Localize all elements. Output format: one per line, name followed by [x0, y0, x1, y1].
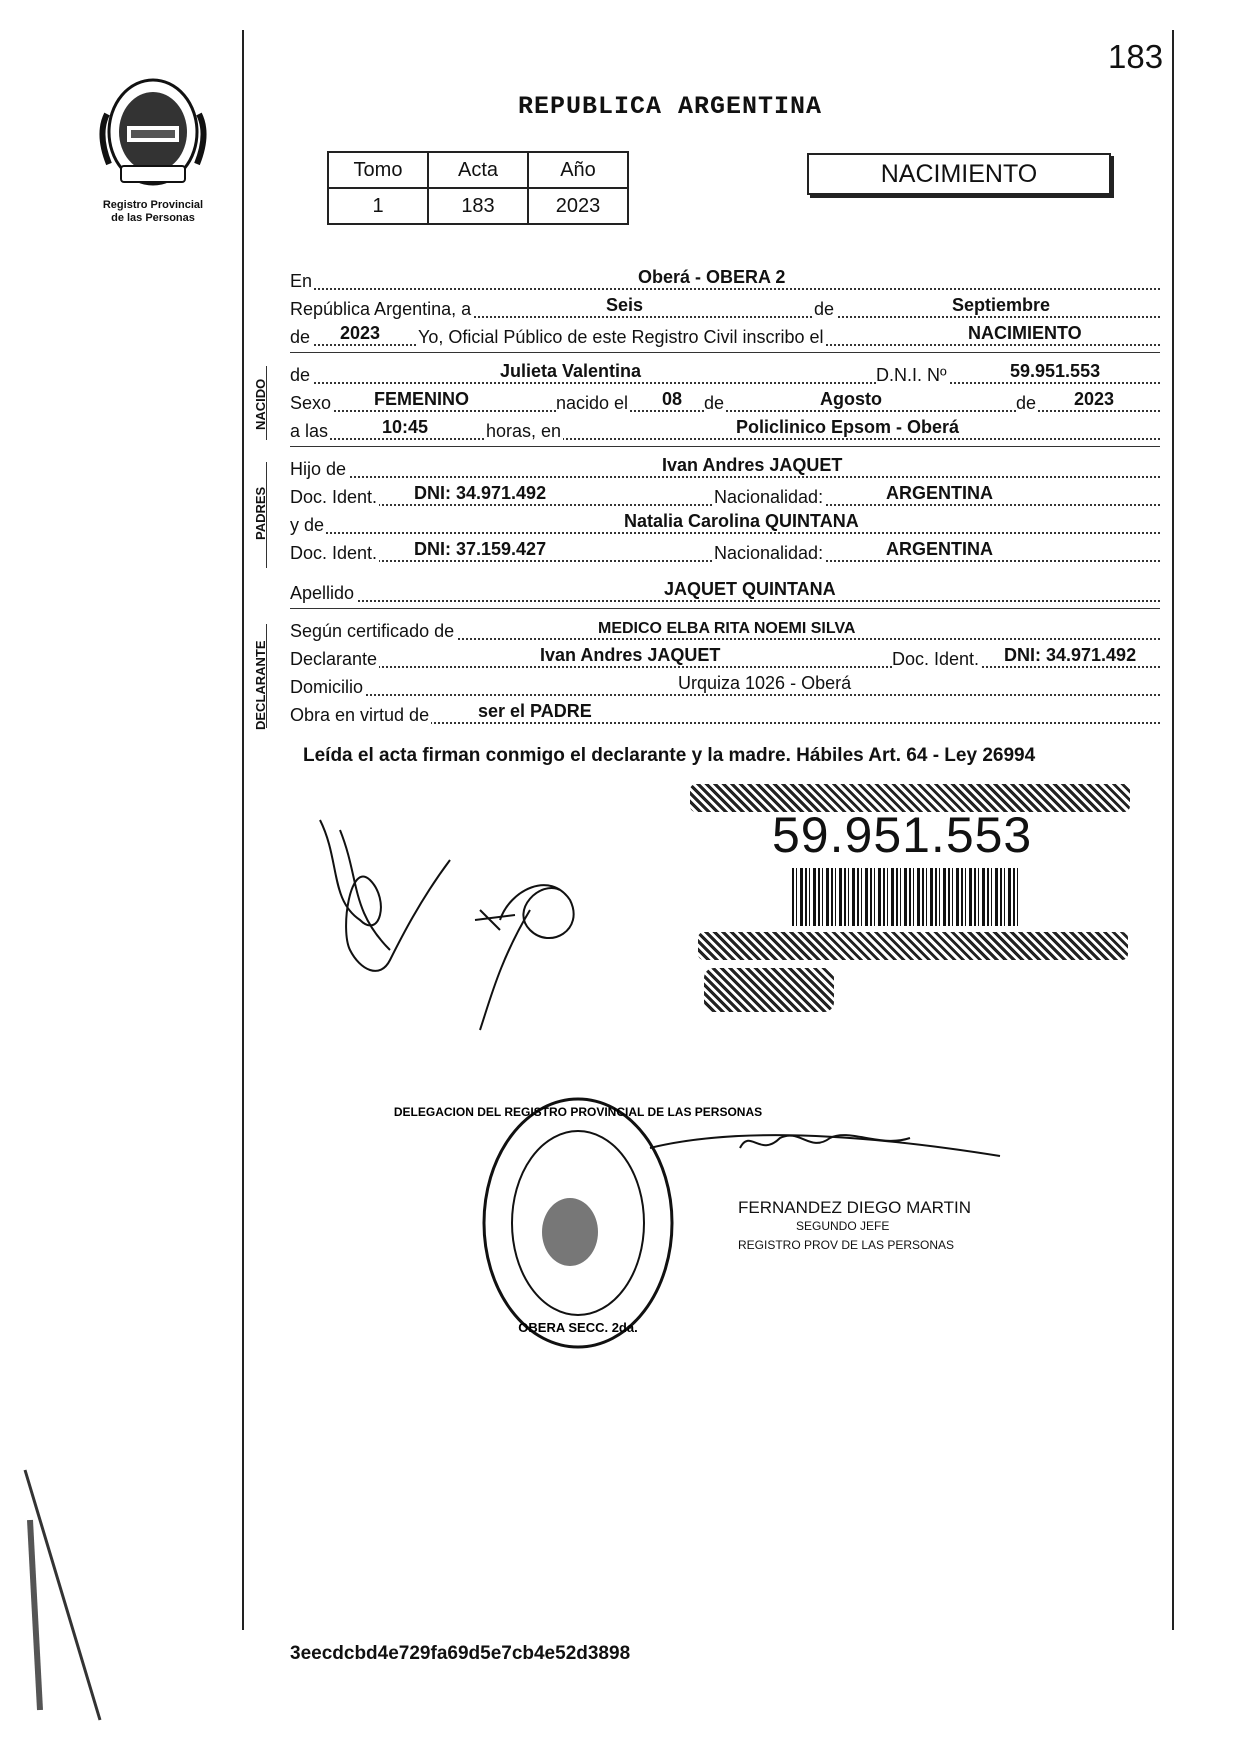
row-nombre	[290, 362, 1160, 388]
signatory-office: REGISTRO PROV DE LAS PERSONAS	[738, 1238, 955, 1252]
table-value-anio: 2023	[528, 188, 628, 224]
label-doc-ident: Doc. Ident.	[290, 487, 378, 507]
security-pattern-hologram	[704, 968, 834, 1012]
signature-official	[650, 1108, 1010, 1188]
row-madre	[290, 512, 1160, 538]
seal-bottom-text: OBERA SECC. 2da.	[518, 1320, 638, 1335]
label-nacionalidad2: Nacionalidad:	[714, 543, 824, 563]
label-horas-en: horas, en	[486, 421, 562, 441]
value-nac-dia: 08	[662, 389, 683, 409]
row-certificado	[290, 618, 1160, 644]
record-table	[327, 151, 629, 225]
right-margin-line	[1172, 30, 1174, 1630]
label-de-fecha2: de	[1016, 393, 1037, 413]
value-madre: Natalia Carolina QUINTANA	[624, 511, 859, 531]
table-header-tomo: Tomo	[328, 152, 428, 188]
table-header-acta: Acta	[428, 152, 528, 188]
misiones-seal-icon	[93, 74, 213, 190]
logo-caption-line1: Registro Provincial	[102, 199, 204, 211]
value-madre-dni: DNI: 37.159.427	[414, 539, 547, 559]
row-lugar	[290, 268, 1160, 294]
signatory-name: FERNANDEZ DIEGO MARTIN	[738, 1198, 971, 1217]
value-declarante: Ivan Andres JAQUET	[540, 645, 721, 665]
value-nac-anio: 2023	[1074, 389, 1115, 409]
label-declarante: Declarante	[290, 649, 378, 669]
delegation-seal	[393, 1092, 763, 1354]
value-anio: 2023	[340, 323, 381, 343]
label-dni: D.N.I. Nº	[876, 365, 947, 385]
label-domicilio: Domicilio	[290, 677, 364, 697]
value-hora: 10:45	[382, 417, 429, 437]
value-tipo: NACIMIENTO	[968, 323, 1082, 343]
label-de-fecha: de	[704, 393, 725, 413]
value-padre-dni: DNI: 34.971.492	[414, 483, 547, 503]
label-doc-ident2: Doc. Ident.	[290, 543, 378, 563]
page-number: 183	[1108, 38, 1164, 75]
label-obra-en-virtud: Obra en virtud de	[290, 705, 430, 725]
row-declarante	[290, 646, 1160, 672]
label-de-nombre: de	[290, 365, 311, 385]
row-apellido	[290, 580, 1160, 606]
label-nacido-el: nacido el	[556, 393, 629, 413]
left-margin-line	[242, 30, 244, 1630]
label-hijo-de: Hijo de	[290, 459, 347, 479]
label-sexo: Sexo	[290, 393, 332, 413]
table-header-anio: Año	[528, 152, 628, 188]
seal-ring-text: DELEGACION DEL REGISTRO PROVINCIAL DE LAS PERSONAS	[393, 1105, 763, 1119]
section-label-declarante: DECLARANTE	[253, 640, 268, 730]
value-apellido: JAQUET QUINTANA	[664, 579, 836, 599]
value-certificado: MEDICO ELBA RITA NOEMI SILVA	[598, 620, 856, 637]
label-de-mes: de	[814, 299, 835, 319]
label-de-anio: de	[290, 327, 311, 347]
row-fecha	[290, 296, 1160, 322]
row-padre-doc	[290, 484, 1160, 510]
signatory-role: SEGUNDO JEFE	[796, 1219, 890, 1233]
scan-artifact	[10, 1460, 130, 1740]
table-value-acta: 183	[428, 188, 528, 224]
logo-caption-line2: de las Personas	[111, 212, 195, 224]
signatory-block	[738, 1198, 971, 1255]
value-lugar: Oberá - OBERA 2	[638, 267, 786, 287]
value-lugar-nac: Policlinico Epsom - Oberá	[736, 417, 960, 437]
value-padre-nac: ARGENTINA	[886, 483, 993, 503]
value-dni: 59.951.553	[1010, 361, 1101, 381]
value-declarante-dni: DNI: 34.971.492	[1004, 645, 1137, 665]
registry-logo	[78, 74, 228, 225]
document-hash: 3eecdcbd4e729fa69d5e7cb4e52d3898	[290, 1643, 631, 1664]
label-a-las: a las	[290, 421, 329, 441]
row-inscripcion	[290, 324, 1160, 350]
record-type-box: NACIMIENTO	[807, 153, 1111, 195]
closing-text: Leída el acta firman conmigo el declarante y la madre. Hábiles Art. 64 - Ley 26994	[303, 745, 1036, 766]
label-y-de: y de	[290, 515, 325, 535]
document-title: REPUBLICA ARGENTINA	[518, 92, 823, 121]
label-doc-ident3: Doc. Ident.	[892, 649, 980, 669]
row-domicilio	[290, 674, 1160, 700]
dni-stamp: 59.951.553	[772, 807, 1033, 863]
value-virtud: ser el PADRE	[478, 701, 592, 721]
value-nombre: Julieta Valentina	[500, 361, 642, 381]
row-sexo	[290, 390, 1160, 416]
row-padre	[290, 456, 1160, 482]
value-padre: Ivan Andres JAQUET	[662, 455, 843, 475]
value-madre-nac: ARGENTINA	[886, 539, 993, 559]
label-nacionalidad: Nacionalidad:	[714, 487, 824, 507]
label-en: En	[290, 271, 313, 291]
value-nac-mes: Agosto	[820, 389, 882, 409]
signature-declarante	[300, 800, 620, 1040]
value-domicilio: Urquiza 1026 - Oberá	[678, 673, 852, 693]
label-segun-certificado: Según certificado de	[290, 621, 455, 641]
row-virtud	[290, 702, 1160, 728]
barcode	[792, 868, 1018, 926]
label-apellido: Apellido	[290, 583, 355, 603]
section-label-padres: PADRES	[253, 486, 268, 540]
label-yo-oficial: Yo, Oficial Público de este Registro Civil inscribo el	[418, 327, 824, 347]
table-value-tomo: 1	[328, 188, 428, 224]
row-madre-doc	[290, 540, 1160, 566]
value-dia: Seis	[606, 295, 644, 315]
value-sexo: FEMENINO	[374, 389, 470, 409]
row-hora	[290, 418, 1160, 444]
label-republica: República Argentina, a	[290, 299, 472, 319]
section-label-nacido: NACIDO	[253, 378, 268, 430]
security-pattern-bottom	[698, 932, 1128, 960]
value-mes: Septiembre	[952, 295, 1051, 315]
